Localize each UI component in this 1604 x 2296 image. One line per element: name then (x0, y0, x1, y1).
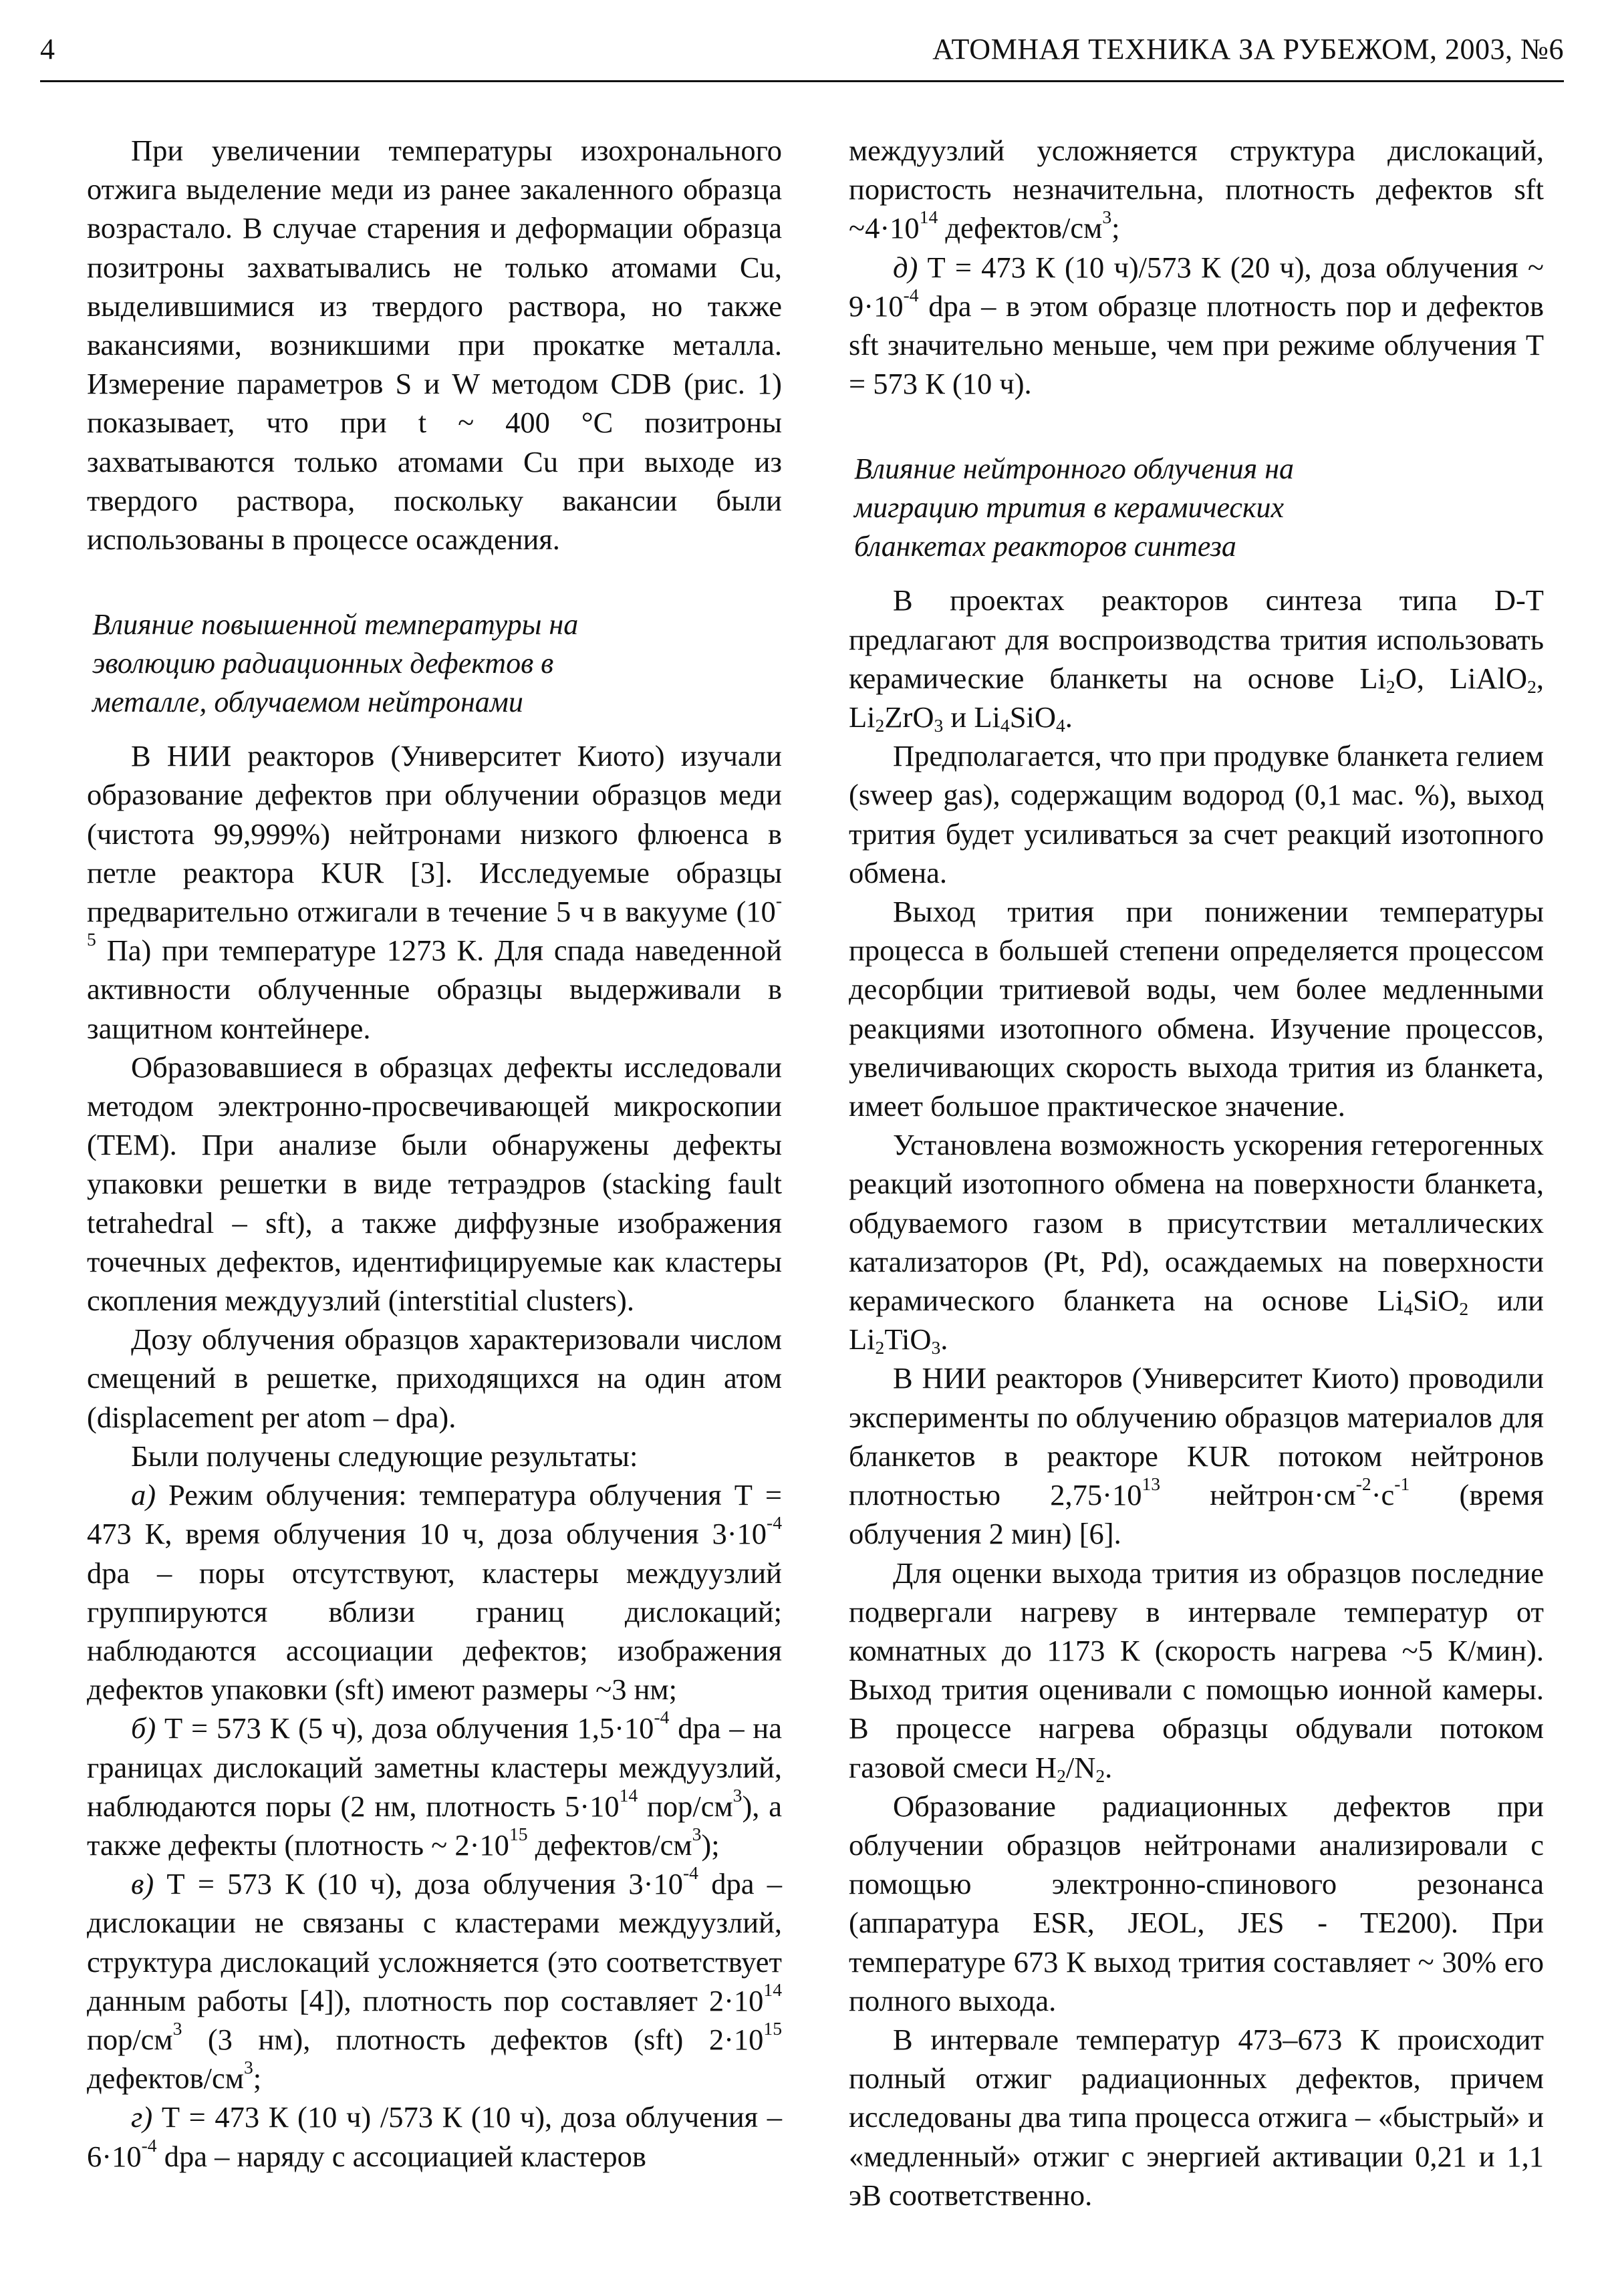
result-item-v: в) Т = 573 К (10 ч), доза облучения $3\cdot 10^{-4}$ dpa – дислокации не связаны с кластерами междуузлий, структура дислокаций усложняется (это соответствует данным работы [4]), плотность пор составляет $2\cdot 10^{14}$ пор/$см^3$ (3 нм), плотность дефектов (sft) $2\cdot 10^{15}$ дефектов/$см^3$; (87, 1862, 782, 2096)
paragraph-dpa-dose: Дозу облучения образцов характеризовали числом смещений в решетке, приходящихся на один атом (displacement per atom – dpa). (87, 1322, 782, 1434)
section-heading-tritium-migration: Влияние нейтронного облучения на миграцию трития в керамических бланкетах реакторов синтеза (854, 452, 1295, 563)
paragraph-kur-irradiation: В НИИ реакторов (Университет Киото) проводили эксперименты по облучению образцов материалов для бланкетов в реакторе KUR потоком нейтронов плотностью $2,75\cdot 10^{13}$ $нейтрон\cdot см^{-2}\cdot с^{-1}$ (время облучения 2 мин) [6]. (849, 1361, 1544, 1551)
paragraph-ceramic-blankets: В проектах реакторов синтеза типа D-T предлагают для воспроизводства трития использовать керамические бланкеты на основе $Li_2O$, LiAlO$_2$, $Li_2ZrO_3$ и $Li_4SiO_4$. (849, 583, 1544, 736)
paragraph-heating: Для оценки выхода трития из образцов последние подвергали нагреву в интервале температур от комнатных до 1173 К (скорость нагрева ~5 К/мин). Выход трития оценивали с помощью ионной камеры. В процессе нагрева образцы обдували потоком газовой смеси $H_2/N_2$. (849, 1556, 1544, 1786)
paragraph-results-intro: Были получены следующие результаты: (131, 1439, 638, 1473)
page-header (40, 27, 1564, 82)
paragraph-sweep-gas: Предполагается, что при продувке бланкета гелием (sweep gas), содержащим водород (0,1 мас. %), выход трития будет усиливаться за счет реакций изотопного обмена. (849, 739, 1544, 889)
paragraph-esr-analysis: Образование радиационных дефектов при облучении образцов нейтронами анализировали с помощью электронно-спинового резонанса (аппаратура ESR, JEOL, JES - TE200). При температуре 673 К выход трития составляет ~ 30% его полного выхода. (849, 1789, 1544, 2017)
right-column (849, 131, 1544, 2214)
paragraph-continuation: междуузлий усложняется структура дислокаций, пористость незначительна, плотность дефектов sft $\sim 4\cdot 10^{14}$ дефектов/$см^3$; (849, 134, 1544, 245)
result-item-b: б) Т = 573 К (5 ч), доза облучения $1,5\cdot 10^{-4}$ dpa – на границах дислокаций заметны кластеры междуузлий, наблюдаются поры (2 нм, плотность $5\cdot 10^{14}$ пор/$см^3$), а также дефекты (плотность ~ $2\cdot 10^{15}$ дефектов/$см^3$); (87, 1707, 782, 1862)
paragraph-tritium-desorption: Выход трития при понижении температуры процесса в большей степени определяется процессом десорбции тритиевой воды, чем более медленными реакциями изотопного обмена. Изучение процессов, увеличивающих скорость выхода трития из бланкета, имеет большое практическое значение. (849, 895, 1544, 1123)
page-number: 4 (40, 33, 55, 65)
result-item-d: д) Т = 473 К (10 ч)/573 К (20 ч), доза облучения ~ $9\cdot 10^{-4}$ dpa – в этом образце плотность пор и дефектов sft значительно меньше, чем при режиме облучения Т = 573 К (10 ч). (849, 250, 1544, 401)
left-column (87, 131, 782, 2176)
result-item-a: а) Режим облучения: температура облучения Т = 473 К, время облучения 10 ч, доза облучения $3\cdot 10^{-4}$ dpa – поры отсутствуют, кластеры междуузлий группируются вблизи границ дислокаций; наблюдаются ассоциации дефектов; изображения дефектов упаковки (sft) имеют размеры ~3 нм; (87, 1478, 782, 1707)
paragraph-copper-annealing: При увеличении температуры изохронального отжига выделение меди из ранее закаленного образца возрастало. В случае старения и деформации образца позитроны захватывались не только атомами Cu, выделившимися из твердого раствора, но также вакансиями, возникшими при прокатке металла. Измерение параметров S и W методом CDB (рис. 1) показывает, что при t ~ 400 °С позитроны захватываются только атомами Cu при выходе из твердого раствора, поскольку вакансии были использованы в процессе осаждения. (87, 134, 782, 557)
journal-title: АТОМНАЯ ТЕХНИКА ЗА РУБЕЖОМ, 2003, №6 (932, 33, 1564, 65)
paragraph-annealing-types: В интервале температур 473–673 К происходит полный отжиг радиационных дефектов, причем исследованы два типа процесса отжига – «быстрый» и «медленный» отжиг с энергией активации 0,21 и 1,1 эВ соответственно. (849, 2022, 1544, 2212)
section-heading-radiation-defects: Влияние повышенной температуры на эволюцию радиационных дефектов в металле, облучаемом нейтронами (92, 608, 579, 719)
paragraph-tem-analysis: Образовавшиеся в образцах дефекты исследовали методом электронно-просвечивающей микроскопии (ТЕМ). При анализе были обнаружены дефекты упаковки решетки в виде тетраэдров (stacking fault tetrahedral – sft), а также диффузные изображения точечных дефектов, идентифицируемые как кластеры скопления междуузлий (interstitial clusters). (87, 1050, 782, 1318)
paragraph-catalysts: Установлена возможность ускорения гетерогенных реакций изотопного обмена на поверхности бланкета, обдуваемого газом в присутствии металлических катализаторов (Pt, Pd), осаждаемых на поверхности керамического бланкета на основе $Li_4SiO_2$ или $Li_2TiO_3$. (849, 1128, 1544, 1358)
paragraph-kyoto-study: В НИИ реакторов (Университет Киото) изучали образование дефектов при облучении образцов меди (чистота 99,999%) нейтронами низкого флюенса в петле реактора KUR [3]. Исследуемые образцы предварительно отжигали в течение 5 ч в вакууме ($10^{-5}$ Па) при температуре 1273 К. Для спада наведенной активности облученные образцы выдерживали в защитном контейнере. (87, 739, 782, 1045)
result-item-g: г) Т = 473 К (10 ч) /573 К (10 ч), доза облучения – $6\cdot 10^{-4}$ dpa – наряду с ассоциацией кластеров (87, 2100, 782, 2173)
